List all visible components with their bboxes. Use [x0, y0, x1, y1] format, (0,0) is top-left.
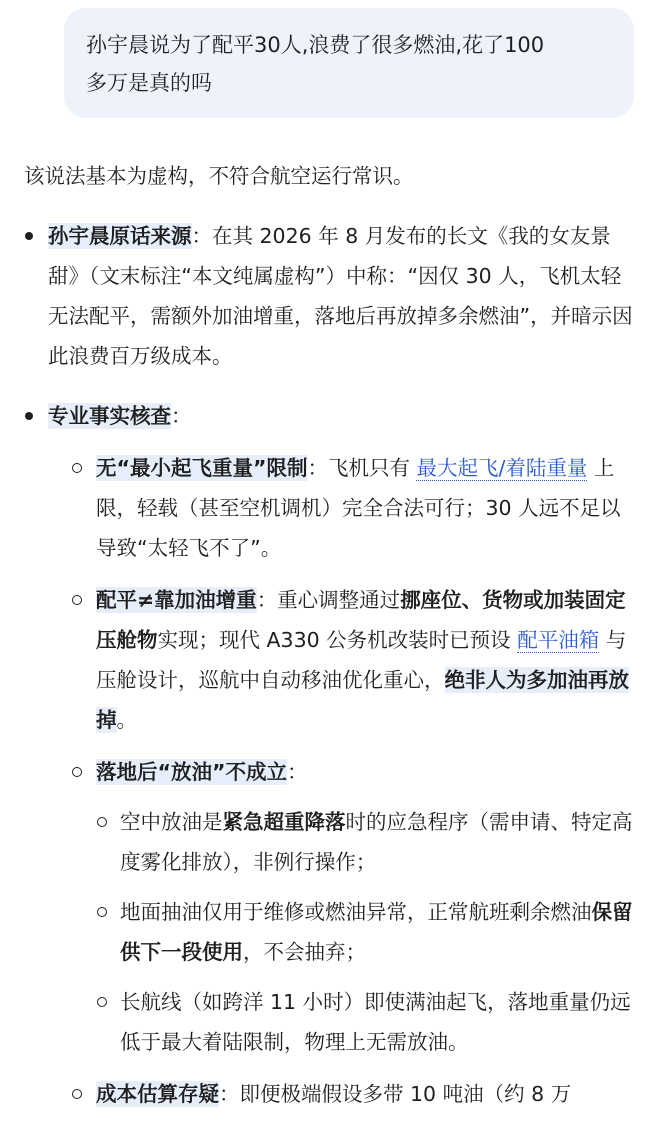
fuel-dump-colon: ： [286, 760, 308, 784]
bullet-circle-icon [97, 817, 107, 827]
answer-bullet-list [24, 216, 636, 1114]
fact-check-label: 专业事实核查 [48, 404, 171, 428]
user-message-bubble [64, 8, 634, 118]
source-text: ：在其 2026 年 8 月发布的长文《我的女友景甜》（文末标注“本文纯属虚构”）中称：“因仅 30 人，飞机太轻无法配平，需额外加油增重，落地后再放掉多余燃油”，并暗示因此浪费百万级成本。 [48, 224, 633, 368]
list-item-ground-defuel [48, 892, 636, 972]
list-item-fact-check [24, 396, 636, 1114]
trim-bold-2: 绝非人为多加油再放掉 [96, 668, 629, 732]
list-item-source [24, 216, 636, 376]
assistant-answer [24, 156, 636, 1114]
bullet-dot-icon [25, 412, 33, 420]
fuel-dump-label: 落地后“放油”不成立 [96, 760, 287, 784]
min-weight-text-1: ：飞机只有 [307, 456, 417, 480]
min-weight-label: 无“最小起飞重量”限制 [96, 456, 308, 480]
air-dump-text-2: 时的应急程序（需申请、特定高度雾化排放），非例行操作； [120, 810, 633, 874]
trim-tank-link[interactable]: 配平油箱 [517, 628, 600, 652]
max-weight-link[interactable]: 最大起飞/着陆重量 [416, 456, 588, 480]
long-haul-text: 长航线（如跨洋 11 小时）即使满油起飞，落地重量仍远低于最大着陆限制，物理上无需放油。 [120, 990, 631, 1054]
list-item-cost [48, 1074, 636, 1114]
bullet-circle-icon [72, 595, 82, 605]
list-item-trim [48, 580, 636, 740]
trim-bold-1: 挪座位、货物或加装固定压舱物 [96, 588, 626, 652]
ground-defuel-text-1: 地面抽油仅用于维修或燃油异常，正常航班剩余燃油 [120, 900, 592, 924]
bullet-circle-icon [72, 1089, 82, 1099]
bullet-circle-icon [72, 463, 82, 473]
trim-text-2: 实现；现代 A330 公务机改装时已预设 [157, 628, 518, 652]
trim-text-3: 与压舱设计，巡航中自动移油优化重心， [96, 628, 627, 692]
trim-text-4: 。 [116, 708, 137, 732]
user-message-line-1: 孙宇晨说为了配平30人,浪费了很多燃油,花了100 [86, 33, 545, 57]
bullet-circle-icon [72, 767, 82, 777]
cost-label: 成本估算存疑 [96, 1082, 219, 1106]
list-item-air-dump [48, 802, 636, 882]
bullet-dot-icon [25, 232, 33, 240]
user-message-line-2: 多万是真的吗 [86, 71, 212, 95]
source-label: 孙宇晨原话来源 [48, 224, 192, 248]
fact-check-sublist [48, 448, 636, 1114]
ground-defuel-text-2: ，不会抽弃； [243, 940, 366, 964]
bullet-circle-icon [97, 997, 107, 1007]
ground-defuel-bold: 保留供下一段使用 [120, 900, 633, 964]
min-weight-text-2: 上限，轻载（甚至空机调机）完全合法可行；30 人远不足以导致“太轻飞不了”。 [96, 456, 621, 560]
fact-check-colon: ： [171, 404, 192, 428]
list-item-long-haul [48, 982, 636, 1062]
air-dump-bold: 紧急超重降落 [222, 810, 346, 834]
trim-label: 配平≠靠加油增重 [96, 588, 257, 612]
bullet-circle-icon [97, 907, 107, 917]
air-dump-text-1: 空中放油是 [120, 810, 223, 834]
cost-text-1: ：即便极端假设多带 10 吨油（约 8 万 [219, 1082, 572, 1106]
list-item-fuel-dump [48, 752, 636, 1062]
list-item-min-weight [48, 448, 636, 568]
trim-text-1: ：重心调整通过 [256, 588, 401, 612]
fuel-dump-sublist [96, 802, 636, 1062]
answer-intro: 该说法基本为虚构，不符合航空运行常识。 [24, 164, 414, 188]
